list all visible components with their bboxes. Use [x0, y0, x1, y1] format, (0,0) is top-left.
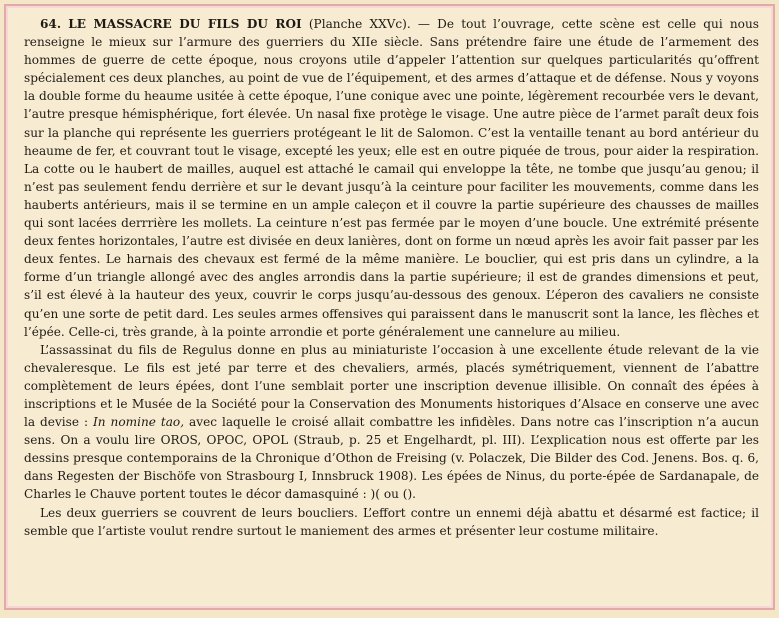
- paragraph-assassination-rest: avec laquelle le croisé allait combattre les infidèles. Dans notre cas l’inscription n’a aucun sens. On a voulu lire OROS, OPOC, OPOL (Straub, p. 25 et Engelhardt, pl. III). L’explication nous est offerte par les dessins presque contemporains de la Chronique d’Othon de Freising (v. Polaczek, Die Bilder des Cod. Jenens. Bos. q. 6, dans Regesten der Bischöfe von Strasbourg I, Innsbruck 1908). Les épées de Ninus, du porte-épée de Sardanapale, de Charles le Chauve portent toutes le décor damasquiné : )( ou ().: [24, 415, 759, 502]
- paragraph-assassination: [24, 341, 759, 504]
- paragraph-warriors-text: Les deux guerriers se couvrent de leurs boucliers. L’effort contre un ennemi déjà abattu et désarmé est factice; il semble que l’artiste voulut rendre surtout le maniement des armes et présenter leur costume militaire.: [24, 505, 759, 538]
- paragraph-assassination-text: L’assassinat du fils de Regulus donne en plus au miniaturiste l’occasion à une excellente étude relevant de la vie chevaleresque. Le fils est jeté par terre et des chevaliers, armés, placés symétriquement, viennent de l’abattre complètement de leurs épées, dont l’une semblait porter une inscription devenue illisible. On connaît des épées à inscriptions et le Musée de la Société pour la Conservation des Monuments historiques d’Alsace en conserve une avec la devise :: [24, 342, 759, 430]
- section-number: 64.: [40, 17, 62, 31]
- document-page: [4, 4, 775, 610]
- paragraph-armor-text: — De tout l’ouvrage, cette scène est celle qui nous renseigne le mieux sur l’armure des guerriers du XIIe siècle. Sans prétendre faire une étude de l’armement des hommes de guerre de cette époque, nous croyons utile d’appeler l’attention sur quelques particularités qu’offrent spécialement ces deux planches, au point de vue de l’équipement, et des armes d’attaque et de défense. Nous y voyons la double forme du heaume usitée à cette époque, l’une conique avec une pointe, légèrement recourbée vers le devant, l’autre presque hémisphérique, fort élevée. Un nasal fixe protège le visage. Une autre pièce de l’armet paraît deux fois sur la planche qui représente les guerriers protégeant le lit de Salomon. C’est la ventaille tenant au bord antérieur du heaume de fer, et couvrant tout le visage, excepté les yeux; elle est en outre piquée de trous, pour aider la respiration. La cotte ou le haubert de mailles, auquel est attaché le camail qui enveloppe la tête, ne tombe que jusqu’au genou; il n’est pas seulement fendu derrière et sur le devant jusqu’à la ceinture pour faciliter les mouvements, comme dans les hauberts antérieurs, mais il se termine en un ample caleçon et il couvre la partie supérieure des chausses de mailles qui sont lacées derrrière les mollets. La ceinture n’est pas fermée par le moyen d’une boucle. Une extrémité présente deux fentes horizontales, l’autre est divisée en deux lanières, dont on forme un nœud après les avoir fait passer par les deux fentes. Le harnais des chevaux est fermé de la même manière. Le bouclier, qui est pris dans un cylindre, a la forme d’un triangle allongé avec des angles arrondis dans la partie supérieure; il est de grandes dimensions et peut, s’il est élevé à la hauteur des yeux, couvrir le corps jusqu’au-dessous des genoux. L’éperon des cavaliers ne consiste qu’en une sorte de petit dard. Les seules armes offensives qui paraissent dans le manuscrit sont la lance, les flèches et l’épée. Celle-ci, très grande, à la pointe arrondie et porte généralement une cannelure au milieu.: [24, 17, 759, 339]
- plate-reference: (Planche XXVc).: [308, 17, 411, 31]
- paragraph-armor: [24, 15, 759, 341]
- sword-motto: In nomine tao,: [93, 415, 185, 430]
- section-heading: LE MASSACRE DU FILS DU ROI: [68, 17, 302, 31]
- paragraph-warriors: [24, 504, 759, 540]
